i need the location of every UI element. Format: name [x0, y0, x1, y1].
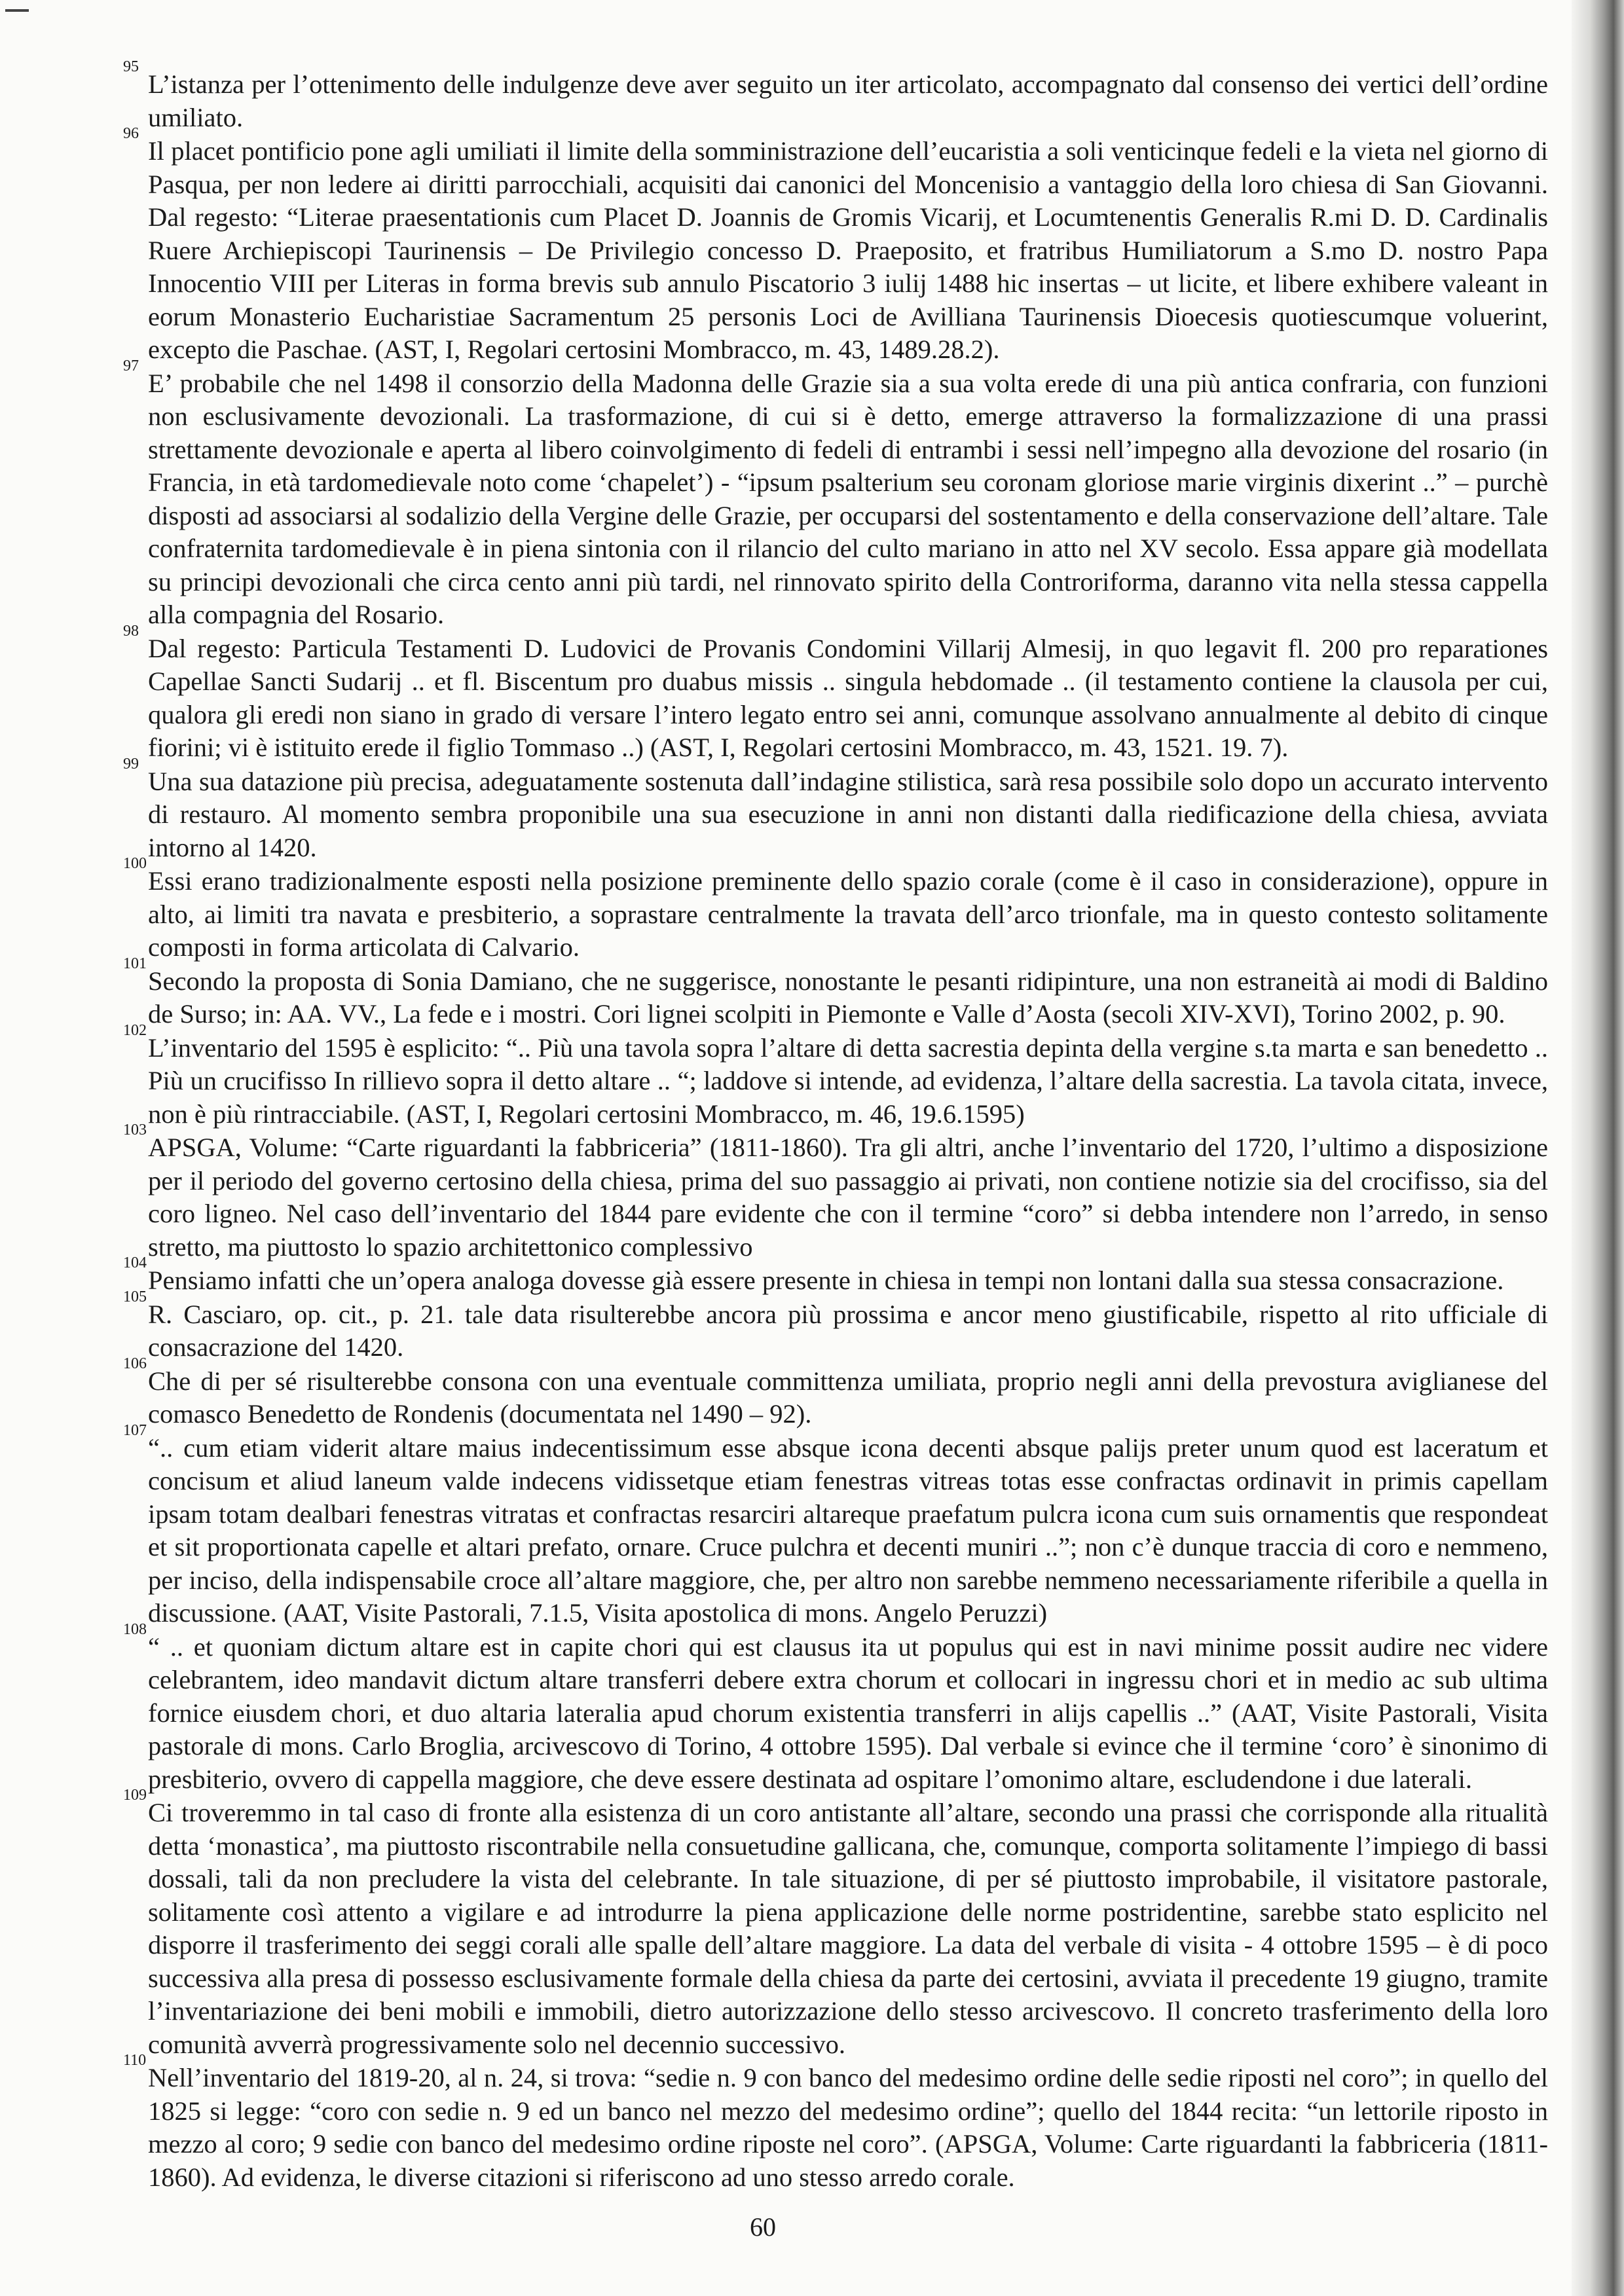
footnote-text: Secondo la proposta di Sonia Damiano, che ne suggerisce, nonostante le pesanti ridipinture, una non estraneità ai modi di Baldino de Surso; in: AA. VV., La fede e i mostri. Cori lignei scolpiti in Piemonte e Valle d’Aosta (secoli XIV-XVI), Torino 2002, p. 90. [148, 966, 1548, 1029]
footnote-number: 98 [123, 622, 139, 640]
footnote-number: 101 [123, 955, 147, 972]
footnote-number: 109 [123, 1787, 147, 1804]
footnote-text: L’istanza per l’ottenimento delle indulgenze deve aver seguito un iter articolato, accompagnato dal consenso dei vertici dell’ordine umiliato. [148, 69, 1548, 132]
footnote [123, 1288, 1548, 1364]
footnote [123, 855, 1548, 964]
footnote [123, 1787, 1548, 2061]
footnote-text: R. Casciaro, op. cit., p. 21. tale data risulterebbe ancora più prossima e ancor meno giustificabile, rispetto al rito ufficiale di consacrazione del 1420. [148, 1299, 1548, 1362]
footnote-text: Nell’inventario del 1819-20, al n. 24, si trova: “sedie n. 9 con banco del medesimo ordine delle sedie riposti nel coro”; in quello del 1825 si legge: “coro con sedie n. 9 ed un banco nel mezzo del medesimo ordine”; quello del 1844 recita: “un lettorile riposto in mezzo al coro; 9 sedie con banco del medesimo ordine riposte nel coro”. (APSGA, Volume: Carte riguardanti la fabbriceria (1811-1860). Ad evidenza, le diverse citazioni si riferiscono ad uno stesso arredo corale. [148, 2063, 1548, 2192]
footnote-number: 106 [123, 1355, 147, 1372]
footnote-number: 100 [123, 855, 147, 872]
footnote [123, 2052, 1548, 2194]
footnote-number: 107 [123, 1421, 147, 1439]
footnote-number: 108 [123, 1620, 147, 1638]
footnote-text: Pensiamo infatti che un’opera analoga dovesse già essere presente in chiesa in tempi non lontani dalla sua stessa consacrazione. [148, 1266, 1504, 1295]
footnote [123, 755, 1548, 865]
footnote-number: 99 [123, 755, 139, 773]
footnote [123, 1421, 1548, 1630]
footnote-number: 102 [123, 1021, 147, 1039]
footnote-text: L’inventario del 1595 è esplicito: “.. Più una tavola sopra l’altare di detta sacrestia depinta della vergine s.ta marta e san benedetto .. Più un crucifisso In rillievo sopra il detto altare .. “; laddove si intende, ad evidenza, l’altare della sacrestia. La tavola citata, invece, non è più rintracciabile. (AST, I, Regolari certosini Mombracco, m. 46, 19.6.1595) [148, 1032, 1548, 1129]
page-number: 60 [750, 2212, 776, 2242]
footnote-text: Ci troveremmo in tal caso di fronte alla esistenza di un coro antistante all’altare, secondo una prassi che corrisponde alla ritualità detta ‘monastica’, ma piuttosto riscontrabile nella consuetudine gallicana, che, comunque, comporta solitamente l’impiego di bassi dossali, tali da non precludere la vista del celebrante. In tale situazione, di per sé piuttosto improbabile, il visitatore pastorale, solitamente così attento a vigilare e ad introdurre la piena applicazione delle norme postridentine, sarebbe stato esplicito nel disporre il trasferimento dei seggi corali alle spalle dell’altare maggiore. La data del verbale di visita - 4 ottobre 1595 – è di poco successiva alla presa di possesso esclusivamente formale della chiesa da parte dei certosini, avviata il precedente 19 giugno, tramite l’inventariazione dei beni mobili e immobili, dietro autorizzazione dello stesso arcivescovo. Il concreto trasferimento della loro comunità avverrà progressivamente solo nel decennio successivo. [148, 1798, 1548, 2059]
footnote [123, 622, 1548, 765]
footnote-number: 95 [123, 58, 139, 75]
footnote-number: 97 [123, 357, 139, 374]
scan-mark [5, 9, 29, 12]
page-footer [0, 2212, 1624, 2242]
footnote-text: Una sua datazione più precisa, adeguatamente sostenuta dall’indagine stilistica, sarà resa possibile solo dopo un accurato intervento di restauro. Al momento sembra proponibile una sua esecuzione in anni non distanti dalla riedificazione della chiesa, avviata intorno al 1420. [148, 766, 1548, 862]
footnote-number: 105 [123, 1288, 147, 1305]
footnote [123, 1254, 1548, 1298]
footnote-number: 110 [123, 2052, 147, 2069]
footnote-text: Che di per sé risulterebbe consona con una eventuale committenza umiliata, proprio negli anni della prevostura aviglianese del comasco Benedetto de Rondenis (documentata nel 1490 – 92). [148, 1366, 1548, 1429]
footnote [123, 1355, 1548, 1431]
footnote-text: “.. cum etiam viderit altare maius indecentissimum esse absque icona decenti absque palijs preter unum quod est laceratum et concisum et aliud laneum valde indecens vidissetque etiam fenestras vitreas totas esse confractas ordinavit in primis capellam ipsam totam dealbari fenestras vitratas et confractas resarciri altareque praefatum pulcra icona cum suis ornamentis que respondeat et sit proportionata capelle et altari prefato, ornare. Cruce pulchra et decenti muniri ..”; non c’è dunque traccia di coro e nemmeno, per inciso, della indispensabile croce all’altare maggiore, che, per altro non sarebbe nemmeno necessariamente riferibile a quella in discussione. (AAT, Visite Pastorali, 7.1.5, Visita apostolica di mons. Angelo Peruzzi) [148, 1432, 1548, 1628]
footnote [123, 1121, 1548, 1264]
footnote-text: Dal regesto: Particula Testamenti D. Ludovici de Provanis Condomini Villarij Almesij, in quo legavit fl. 200 pro reparationes Capellae Sancti Sudarij .. et fl. Biscentum pro duabus missis .. singula hebdomade .. (il testamento contiene la clausola per cui, qualora gli eredi non siano in grado di versare l’intero legato entro sei anni, comunque assolvano annualmente al debito di cinque fiorini; vi è istituito erede il figlio Tommaso ..) (AST, I, Regolari certosini Mombracco, m. 43, 1521. 19. 7). [148, 633, 1548, 762]
footnotes-block [123, 58, 1548, 2195]
page-binding-edge [1572, 0, 1624, 2296]
footnote [123, 1620, 1548, 1796]
footnote [123, 1021, 1548, 1131]
footnote-text: Il placet pontificio pone agli umiliati il limite della somministrazione dell’eucaristia a soli venticinque fedeli e la vieta nel giorno di Pasqua, per non ledere ai diritti parrocchiali, acquisiti dai canonici del Moncenisio a vantaggio della loro chiesa di San Giovanni. Dal regesto: “Literae praesentationis cum Placet D. Joannis de Gromis Vicarij, et Locumtenentis Generalis R.mi D. D. Cardinalis Ruere Archiepiscopi Taurinensis – De Privilegio concesso D. Praeposito, et fratribus Humiliatorum a S.mo D. nostro Papa Innocentio VIII per Literas in forma brevis sub annulo Piscatorio 3 iulij 1488 hic insertas – ut licite, et libere exhibere valeant in eorum Monasterio Eucharistiae Sacramentum 25 personis Loci de Avilliana Taurinensis Dioecesis quotiescumque voluerint, excepto die Paschae. (AST, I, Regolari certosini Mombracco, m. 43, 1489.28.2). [148, 136, 1548, 364]
footnote [123, 357, 1548, 632]
footnote-number: 96 [123, 125, 139, 142]
footnote [123, 125, 1548, 367]
footnote [123, 955, 1548, 1031]
footnote-text: Essi erano tradizionalmente esposti nella posizione preminente dello spazio corale (come è il caso in considerazione), oppure in alto, ai limiti tra navata e presbiterio, a soprastare centralmente la travata dell’arco trionfale, ma in questo contesto solitamente composti in forma articolata di Calvario. [148, 866, 1548, 962]
footnote-number: 103 [123, 1121, 147, 1139]
footnote-text: “ .. et quoniam dictum altare est in capite chori qui est clausus ita ut populus qui est in navi minime possit audire nec videre celebrantem, ideo mandavit dictum altare transferri debere extra chorum et collocari in ingressu chori et in medio ac sub ultima fornice eiusdem chori, et duo altaria lateralia apud chorum existentia transferri in alijs capellis ..” (AAT, Visite Pastorali, Visita pastorale di mons. Carlo Broglia, arcivescovo di Torino, 4 ottobre 1595). Dal verbale si evince che il termine ‘coro’ è sinonimo di presbiterio, ovvero di cappella maggiore, che deve essere destinata ad ospitare l’omonimo altare, escludendone i due laterali. [148, 1631, 1548, 1794]
footnote-number: 104 [123, 1254, 147, 1271]
footnote-text: APSGA, Volume: “Carte riguardanti la fabbriceria” (1811-1860). Tra gli altri, anche l’inventario del 1720, l’ultimo a disposizione per il periodo del governo certosino della chiesa, prima del suo passaggio ai privati, non contiene notizie sia del crocifisso, sia del coro ligneo. Nel caso dell’inventario del 1844 pare evidente che con il termine “coro” si debba intendere non l’arredo, in senso stretto, ma piuttosto lo spazio architettonico complessivo [148, 1133, 1548, 1262]
footnote-text: E’ probabile che nel 1498 il consorzio della Madonna delle Grazie sia a sua volta erede di una più antica confraria, con funzioni non esclusivamente devozionali. La trasformazione, di cui si è detto, emerge attraverso la formalizzazione di una prassi strettamente devozionale e aperta al libero coinvolgimento di fedeli di entrambi i sessi nell’impegno alla devozione del rosario (in Francia, in età tardomedievale noto come ‘chapelet’) - “ipsum psalterium seu coronam gloriose marie virginis dixerint ..” – purchè disposti ad associarsi al sodalizio della Vergine delle Grazie, per occuparsi del sostentamento e della conservazione dell’altare. Tale confraternita tardomedievale è in piena sintonia con il rilancio del culto mariano in atto nel XV secolo. Essa appare già modellata su principi devozionali che circa cento anni più tardi, nel rinnovato spirito della Controriforma, daranno vita nella stessa cappella alla compagnia del Rosario. [148, 368, 1548, 629]
